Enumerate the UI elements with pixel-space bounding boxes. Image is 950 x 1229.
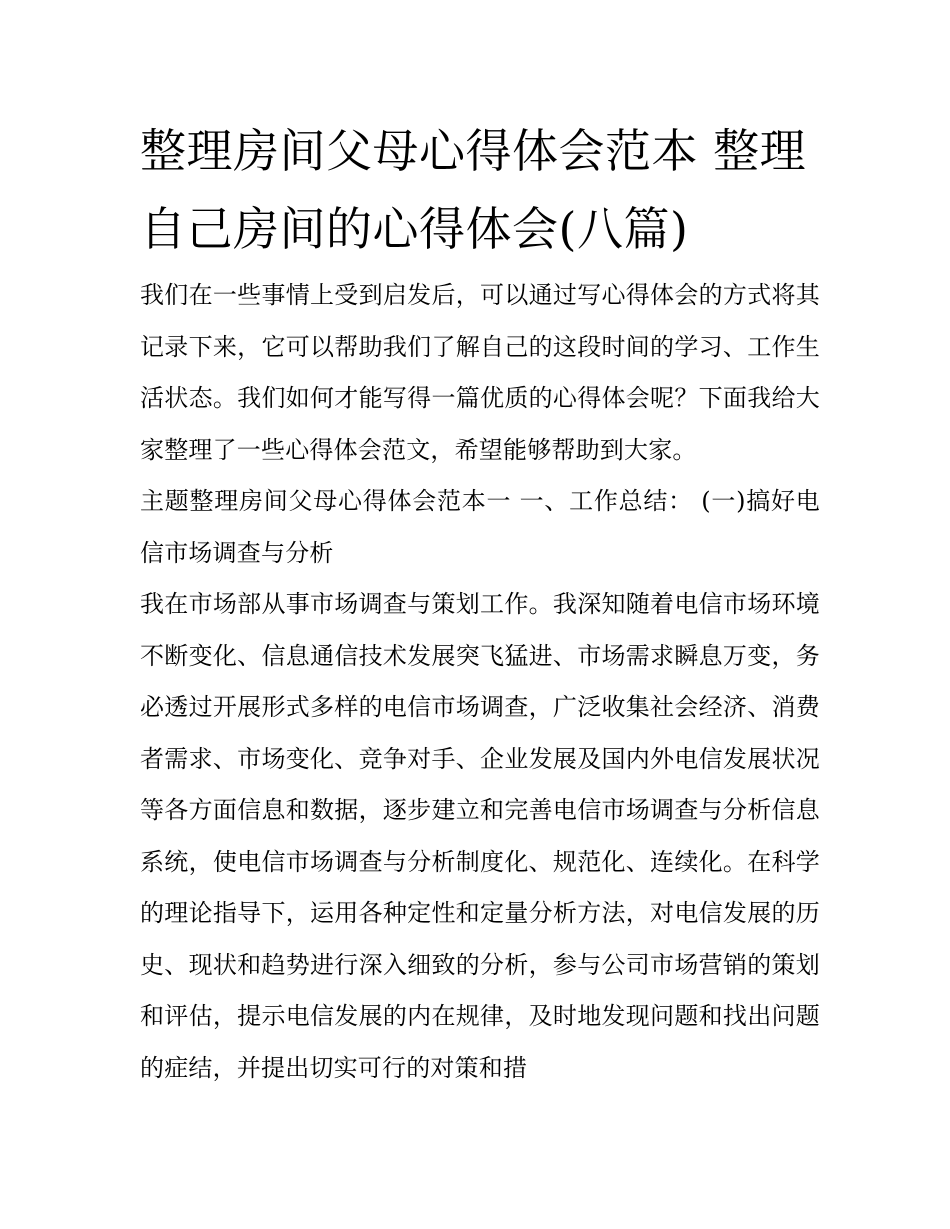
intro-paragraph: 我们在一些事情上受到启发后，可以通过写心得体会的方式将其记录下来，它可以帮助我们了解自己的这段时间的学习、工作生活状态。我们如何才能写得一篇优质的心得体会呢？下面我给大家整理了一些心得体会范文，希望能够帮助到大家。 (140, 281, 820, 464)
section-heading-paragraph: 主题整理房间父母心得体会范本一 一、工作总结： (一)搞好电信市场调查与分析 (140, 487, 820, 567)
document-page (140, 112, 820, 1094)
document-title: 整理房间父母心得体会范本 整理自己房间的心得体会(八篇) (140, 124, 807, 256)
body-paragraph: 我在市场部从事市场调查与策划工作。我深知随着电信市场环境不断变化、信息通信技术发展突飞猛进、市场需求瞬息万变，务必透过开展形式多样的电信市场调查，广泛收集社会经济、消费者需求、市场变化、竞争对手、企业发展及国内外电信发展状况等各方面信息和数据，逐步建立和完善电信市场调查与分析信息系统，使电信市场调查与分析制度化、规范化、连续化。在科学的理论指导下，运用各种定性和定量分析方法，对电信发展的历史、现状和趋势进行深入细致的分析，参与公司市场营销的策划和评估，提示电信发展的内在规律，及时地发现问题和找出问题的症结，并提出切实可行的对策和措 (140, 590, 820, 1082)
